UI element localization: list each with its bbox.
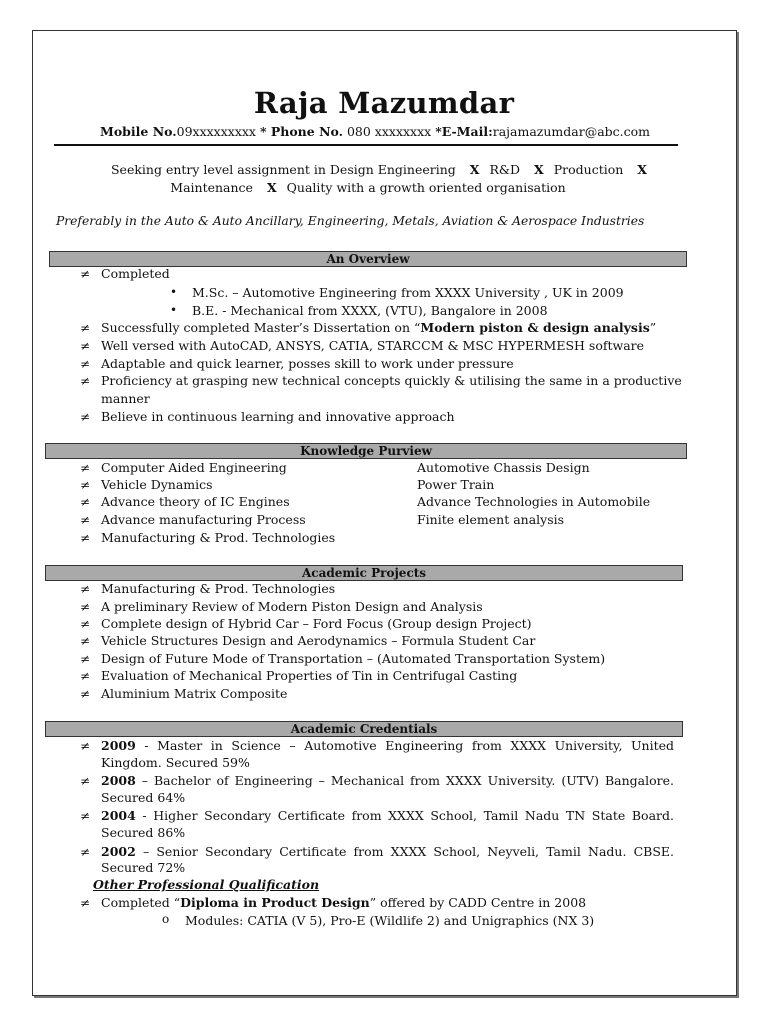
dissertation-title: Modern piston & design analysis	[420, 320, 650, 335]
knowledge-item: Vehicle Dynamics	[101, 477, 213, 492]
credential-detail: – Senior Secondary Certificate from XXXX School, Neyveli, Tamil Nadu. CBSE.	[135, 844, 674, 859]
credential-year: 2009	[101, 738, 136, 753]
bullet-icon: ≠	[79, 339, 91, 353]
credential-detail: - Master in Science – Automotive Engineering from XXXX University, United	[135, 738, 674, 753]
mobile-label: Mobile No.	[100, 124, 177, 139]
objective-separator: X	[637, 162, 647, 177]
objective-text: Seeking entry level assignment in Design Engineering	[110, 162, 456, 177]
candidate-name: Raja Mazumdar	[253, 86, 515, 120]
objective-text: Maintenance	[170, 180, 253, 195]
objective-line-1	[0, 162, 768, 177]
bullet-icon: ≠	[79, 513, 91, 527]
sub-bullet-icon: •	[170, 285, 178, 299]
project-item: Aluminium Matrix Composite	[101, 686, 288, 701]
bullet-icon: ≠	[79, 739, 91, 753]
sub-bullet-icon: •	[170, 303, 178, 317]
knowledge-item: Power Train	[417, 477, 495, 492]
bullet-icon: ≠	[79, 357, 91, 371]
section-header-credentials: Academic Credentials	[45, 721, 683, 737]
objective-separator: X	[534, 162, 544, 177]
overview-be: B.E. - Mechanical from XXXX, (VTU), Bangalore in 2008	[192, 303, 548, 318]
diploma-prefix: Completed “	[101, 895, 181, 910]
overview-completed: Completed	[101, 266, 170, 281]
knowledge-item: Automotive Chassis Design	[417, 460, 590, 475]
bullet-icon: ≠	[79, 809, 91, 823]
sub-sub-bullet-icon: o	[162, 912, 170, 926]
knowledge-item: Manufacturing & Prod. Technologies	[101, 530, 336, 545]
other-qualification-item	[101, 895, 586, 910]
overview-msc: M.Sc. – Automotive Engineering from XXXX University , UK in 2009	[192, 285, 624, 300]
bullet-icon: ≠	[79, 478, 91, 492]
objective-text: R&D	[489, 162, 521, 177]
credential-score: Secured 72%	[101, 860, 186, 875]
knowledge-item: Advance manufacturing Process	[101, 512, 306, 527]
project-item: Evaluation of Mechanical Properties of Tin in Centrifugal Casting	[101, 668, 518, 683]
section-header-knowledge: Knowledge Purview	[45, 443, 687, 459]
objective-separator: X	[266, 180, 277, 195]
overview-adaptable: Adaptable and quick learner, posses skill to work under pressure	[101, 356, 514, 371]
bullet-icon: ≠	[79, 410, 91, 424]
bullet-icon: ≠	[79, 896, 91, 910]
project-item: Design of Future Mode of Transportation – (Automated Transportation System)	[101, 651, 606, 666]
overview-learning: Believe in continuous learning and innovative approach	[101, 409, 455, 424]
project-item: A preliminary Review of Modern Piston Design and Analysis	[101, 599, 483, 614]
diploma-title: Diploma in Product Design	[180, 895, 370, 910]
email-label: *E-Mail:	[435, 124, 493, 139]
bullet-icon: ≠	[79, 374, 91, 388]
other-qualification-title: Other Professional Qualification	[93, 877, 320, 892]
knowledge-item: Finite element analysis	[417, 512, 565, 527]
credential-detail: - Higher Secondary Certificate from XXXX School, Tamil Nadu TN State Board.	[135, 808, 674, 823]
bullet-icon: ≠	[79, 845, 91, 859]
knowledge-item: Advance Technologies in Automobile	[417, 494, 651, 509]
knowledge-item: Advance theory of IC Engines	[101, 494, 290, 509]
overview-proficiency-cont: manner	[101, 391, 150, 406]
section-header-overview: An Overview	[49, 251, 687, 267]
objective-text: Quality with a growth oriented organisation	[286, 180, 566, 195]
phone-number: 080 xxxxxxxx	[346, 124, 432, 139]
overview-software: Well versed with AutoCAD, ANSYS, CATIA, STARCCM & MSC HYPERMESH software	[101, 338, 645, 353]
objective-separator: X	[469, 162, 480, 177]
credential-score: Secured 64%	[101, 790, 186, 805]
section-header-projects: Academic Projects	[45, 565, 683, 581]
email-address: rajamazumdar@abc.com	[492, 124, 651, 139]
credential-score: Kingdom. Secured 59%	[101, 755, 250, 770]
bullet-icon: ≠	[79, 600, 91, 614]
credential-detail: – Bachelor of Engineering – Mechanical from XXXX University. (UTV) Bangalore.	[135, 773, 674, 788]
dissertation-prefix: Successfully completed Master’s Dissertation on “	[101, 320, 421, 335]
credential-item	[101, 738, 674, 753]
objective-line-2	[0, 180, 752, 195]
credential-item	[101, 808, 674, 823]
overview-dissertation	[101, 320, 656, 335]
bullet-icon: ≠	[79, 669, 91, 683]
bullet-icon: ≠	[79, 687, 91, 701]
project-item: Vehicle Structures Design and Aerodynamics – Formula Student Car	[101, 633, 536, 648]
diploma-modules: Modules: CATIA (V 5), Pro-E (Wildlife 2) and Unigraphics (NX 3)	[185, 913, 595, 928]
mobile-number: 09xxxxxxxxx	[176, 124, 256, 139]
bullet-icon: ≠	[79, 617, 91, 631]
dissertation-suffix: ”	[649, 320, 657, 335]
project-item: Complete design of Hybrid Car – Ford Focus (Group design Project)	[101, 616, 532, 631]
contact-line	[100, 124, 650, 139]
project-item: Manufacturing & Prod. Technologies	[101, 581, 336, 596]
credential-item	[101, 773, 674, 788]
bullet-icon: ≠	[79, 461, 91, 475]
objective-text: Production	[553, 162, 624, 177]
bullet-icon: ≠	[79, 531, 91, 545]
knowledge-item: Computer Aided Engineering	[101, 460, 287, 475]
credential-score: Secured 86%	[101, 825, 186, 840]
bullet-icon: ≠	[79, 321, 91, 335]
bullet-icon: ≠	[79, 495, 91, 509]
credential-year: 2002	[101, 844, 136, 859]
header-divider	[54, 144, 678, 146]
bullet-icon: ≠	[79, 267, 91, 281]
bullet-icon: ≠	[79, 774, 91, 788]
phone-label: * Phone No.	[259, 124, 343, 139]
credential-year: 2004	[101, 808, 136, 823]
credential-item	[101, 844, 674, 859]
bullet-icon: ≠	[79, 634, 91, 648]
bullet-icon: ≠	[79, 582, 91, 596]
overview-proficiency: Proficiency at grasping new technical concepts quickly & utilising the same in a productive	[101, 373, 682, 388]
bullet-icon: ≠	[79, 652, 91, 666]
credential-year: 2008	[101, 773, 136, 788]
diploma-suffix: ” offered by CADD Centre in 2008	[369, 895, 587, 910]
industry-preference: Preferably in the Auto & Auto Ancillary, Engineering, Metals, Aviation & Aerospace Industries	[56, 214, 645, 228]
